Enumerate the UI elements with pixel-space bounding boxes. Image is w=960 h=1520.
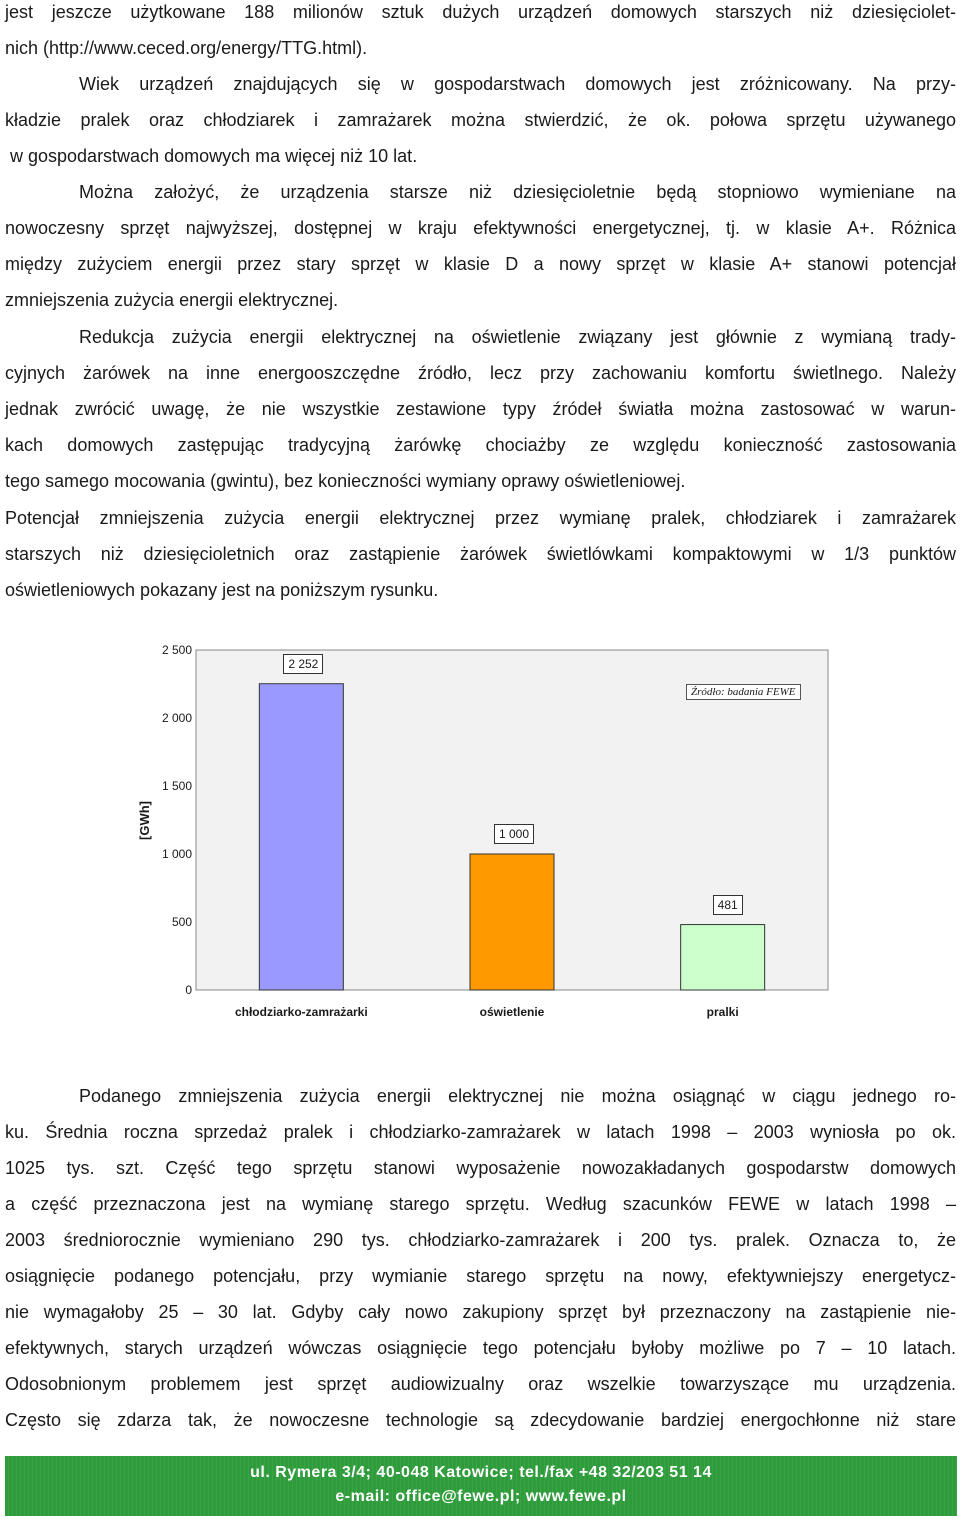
chart-area bbox=[130, 636, 830, 1026]
x-tick-label: pralki bbox=[706, 1005, 739, 1019]
source-annotation: Źródło: badania FEWE bbox=[686, 684, 801, 700]
text-line: efektywnych, starych urządzeń wówczas osiągnięcie tego potencjału byłoby możliwe po 7 – 10 latach. bbox=[5, 1338, 956, 1358]
text-line: Można założyć, że urządzenia starsze niż dziesięcioletnie będą stopniowo wymieniane na bbox=[79, 182, 956, 202]
text-line: nich (http://www.ceced.org/energy/TTG.html). bbox=[5, 38, 368, 58]
x-tick-label: chłodziarko-zamrażarki bbox=[234, 1005, 368, 1019]
bar-value-label: 2 252 bbox=[283, 654, 323, 674]
text-line: a część przeznaczona jest na wymianę starego sprzętu. Według szacunków FEWE w latach 1998 – bbox=[5, 1194, 956, 1214]
bar-2 bbox=[681, 925, 765, 990]
bar-value-label: 481 bbox=[713, 895, 743, 915]
text-line: Potencjał zmniejszenia zużycia energii elektrycznej przez wymianę pralek, chłodziarek i zamrażarek bbox=[5, 508, 956, 528]
text-line: oświetleniowych pokazany jest na poniższym rysunku. bbox=[5, 580, 439, 600]
y-tick-label: 0 bbox=[185, 983, 192, 997]
text-line: Podanego zmniejszenia zużycia energii elektrycznej nie można osiągnąć w ciągu jednego ro- bbox=[79, 1086, 956, 1106]
text-line: cyjnych żarówek na inne energooszczędne źródło, lecz przy zachowaniu komfortu świetlnego. Należy bbox=[5, 363, 956, 383]
y-tick-label: 500 bbox=[171, 915, 192, 929]
text-line: w gospodarstwach domowych ma więcej niż 10 lat. bbox=[10, 146, 418, 166]
y-axis-label: [GWh] bbox=[137, 801, 152, 840]
text-line: między zużyciem energii przez stary sprzęt w klasie D a nowy sprzęt w klasie A+ stanowi potencjał bbox=[5, 254, 956, 274]
text-line: tego samego mocowania (gwintu), bez konieczności wymiany oprawy oświetleniowej. bbox=[5, 471, 686, 491]
bar-value-label: 1 000 bbox=[494, 824, 534, 844]
text-line: 2003 średniorocznie wymieniano 290 tys. chłodziarko-zamrażarek i 200 tys. pralek. Oznacza to, że bbox=[5, 1230, 956, 1250]
text-line: Często się zdarza tak, że nowoczesne technologie są zdecydowanie bardziej energochłonne niż stare bbox=[5, 1410, 956, 1430]
text-line: zmniejszenia zużycia energii elektrycznej. bbox=[5, 290, 339, 310]
text-line: osiągnięcie podanego potencjału, przy wymianie starego sprzętu na nowy, efektywniejszy energetycz- bbox=[5, 1266, 956, 1286]
y-tick-label: 2 000 bbox=[161, 711, 192, 725]
text-line: nowoczesny sprzęt najwyższej, dostępnej w kraju efektywności energetycznej, tj. w klasie A+. Różnica bbox=[5, 218, 956, 238]
text-line: nie wymagałoby 25 – 30 lat. Gdyby cały nowo zakupiony sprzęt był przeznaczony na zastąpienie nie- bbox=[5, 1302, 956, 1322]
y-tick-label: 1 500 bbox=[161, 779, 192, 793]
text-line: Odosobnionym problemem jest sprzęt audiowizualny oraz wszelkie towarzyszące mu urządzenia. bbox=[5, 1374, 956, 1394]
text-line: jednak zwrócić uwagę, że nie wszystkie zestawione typy źródeł światła można zastosować w warun- bbox=[5, 399, 956, 419]
footer-banner bbox=[5, 1456, 957, 1516]
text-line: Wiek urządzeń znajdujących się w gospodarstwach domowych jest zróżnicowany. Na przy- bbox=[79, 74, 956, 94]
bar-1 bbox=[470, 854, 554, 990]
footer-contact: e-mail: office@fewe.pl; www.fewe.pl bbox=[335, 1488, 627, 1505]
y-tick-label: 1 000 bbox=[161, 847, 192, 861]
text-line: kładzie pralek oraz chłodziarek i zamrażarek można stwierdzić, że ok. połowa sprzętu używanego bbox=[5, 110, 956, 130]
text-line: kach domowych zastępując tradycyjną żarówkę chociażby ze względu konieczność zastosowania bbox=[5, 435, 956, 455]
text-line: Redukcja zużycia energii elektrycznej na oświetlenie związany jest głównie z wymianą trady- bbox=[79, 327, 956, 347]
bar-0 bbox=[259, 684, 343, 990]
text-line: 1025 tys. szt. Część tego sprzętu stanowi wyposażenie nowozakładanych gospodarstw domowych bbox=[5, 1158, 956, 1178]
x-tick-label: oświetlenie bbox=[479, 1005, 545, 1019]
footer-address: ul. Rymera 3/4; 40-048 Katowice; tel./fax +48 32/203 51 14 bbox=[250, 1464, 712, 1481]
text-line: jest jeszcze użytkowane 188 milionów sztuk dużych urządzeń domowych starszych niż dziesięciolet- bbox=[5, 2, 956, 22]
y-tick-label: 2 500 bbox=[161, 643, 192, 657]
text-line: starszych niż dziesięcioletnich oraz zastąpienie żarówek świetlówkami kompaktowymi w 1/3 punktów bbox=[5, 544, 956, 564]
text-line: ku. Średnia roczna sprzedaż pralek i chłodziarko-zamrażarek w latach 1998 – 2003 wyniosła po ok. bbox=[5, 1122, 956, 1142]
